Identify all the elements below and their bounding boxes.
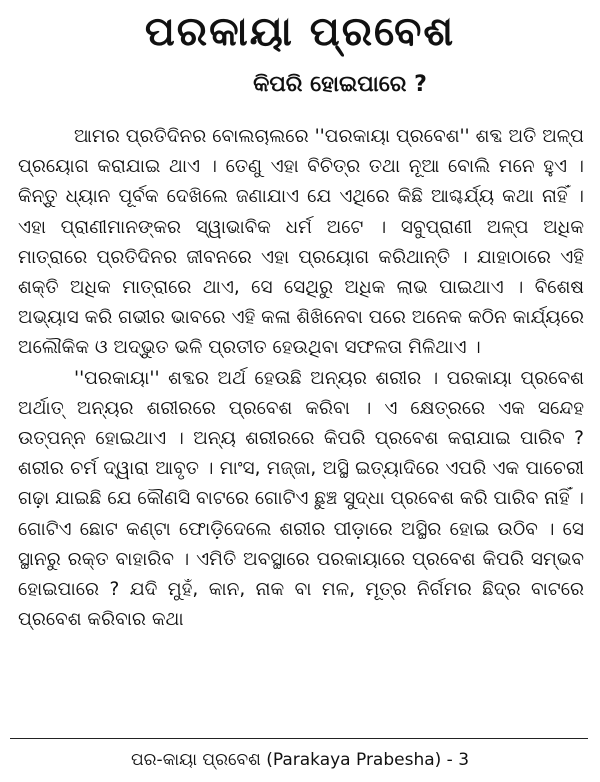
- body-text: [18, 122, 584, 635]
- page-title: ପରକାୟା ପ୍ରବେଶ: [144, 9, 456, 55]
- paragraph-2: ''ପରକାୟା'' ଶବ୍ଦର ଅର୍ଥ ହେଉଛି ଅନ୍ୟର ଶରୀର । ପରକାୟା ପ୍ରବେଶ ଅର୍ଥାତ୍ ଅନ୍ୟର ଶରୀରରେ ପ୍ରବେଶ କରିବା । ଏ କ୍ଷେତ୍ରରେ ଏକ ସନ୍ଦେହ ଉତ୍ପନ୍ନ ହୋଇଥାଏ । ଅନ୍ୟ ଶରୀରରେ କିପରି ପ୍ରବେଶ କରାଯାଇ ପାରିବ ? ଶରୀର ଚର୍ମ ଦ୍ୱାରା ଆବୃତ । ମାଂସ, ମଜ୍ଜା, ଅସ୍ଥି ଇତ୍ୟାଦିରେ ଏପରି ଏକ ପାଚେରୀ ଗଢ଼ା ଯାଇଛି ଯେ କୌଣସି ବାଟରେ ଗୋଟିଏ ଛୁଞ୍ଚ ସୁଦ୍ଧା ପ୍ରବେଶ କରି ପାରିବ ନାହିଁ । ଗୋଟିଏ ଛୋଟ କଣ୍ଟା ଫୋଡ଼ିଦେଲେ ଶରୀର ପୀଡ଼ାରେ ଅସ୍ଥିର ହୋଇ ଉଠିବ । ସେ ସ୍ଥାନରୁ ରକ୍ତ ବାହାରିବ । ଏମିତି ଅବସ୍ଥାରେ ପରକାୟାରେ ପ୍ରବେଶ କିପରି ସମ୍ଭବ ହୋଇପାରେ ? ଯଦି ମୁହଁ, କାନ, ନାକ ବା ମଳ, ମୂତ୍ର ନିର୍ଗମର ଛିଦ୍ର ବାଟରେ ପ୍ରବେଶ କରିବାର କଥା: [18, 367, 584, 631]
- page-subtitle: କିପରି ହୋଇପାରେ ?: [253, 72, 427, 97]
- page-footer: ପର-କାୟା ପ୍ରବେଶ (Parakaya Prabesha) - 3: [130, 750, 470, 770]
- paragraph-1: ଆମର ପ୍ରତିଦିନର ବୋଲଚାଲରେ ''ପରକାୟା ପ୍ରବେଶ'' ଶବ୍ଦ ଅତି ଅଳ୍ପ ପ୍ରୟୋଗ କରାଯାଇ ଥାଏ । ତେଣୁ ଏହା ବିଚିତ୍ର ତଥା ନୂଆ ବୋଲି ମନେ ହୁଏ । କିନ୍ତୁ ଧ୍ୟାନ ପୂର୍ବକ ଦେଖିଲେ ଜଣାଯାଏ ଯେ ଏଥିରେ କିଛି ଆଶ୍ଚର୍ଯ୍ୟ କଥା ନାହିଁ । ଏହା ପ୍ରାଣୀମାନଙ୍କର ସ୍ୱାଭାବିକ ଧର୍ମ ଅଟେ । ସବୁପ୍ରାଣୀ ଅଳ୍ପ ଅଧିକ ମାତ୍ରାରେ ପ୍ରତିଦିନର ଜୀବନରେ ଏହା ପ୍ରୟୋଗ କରିଥାନ୍ତି । ଯାହାଠାରେ ଏହି ଶକ୍ତି ଅଧିକ ମାତ୍ରାରେ ଥାଏ, ସେ ସେଥିରୁ ଅଧିକ ଲାଭ ପାଇଥାଏ । ବିଶେଷ ଅଭ୍ୟାସ କରି ଗଭୀର ଭାବରେ ଏହି କଳା ଶିଖିନେବା ପରେ ଅନେକ କଠିନ କାର୍ଯ୍ୟରେ ଅଲୌକିକ ଓ ଅଦ୍ଭୁତ ଭଳି ପ୍ରତୀତ ହେଉଥିବା ସଫଳତା ମିଳିଥାଏ ।: [18, 126, 584, 359]
- footer-divider: [10, 738, 588, 739]
